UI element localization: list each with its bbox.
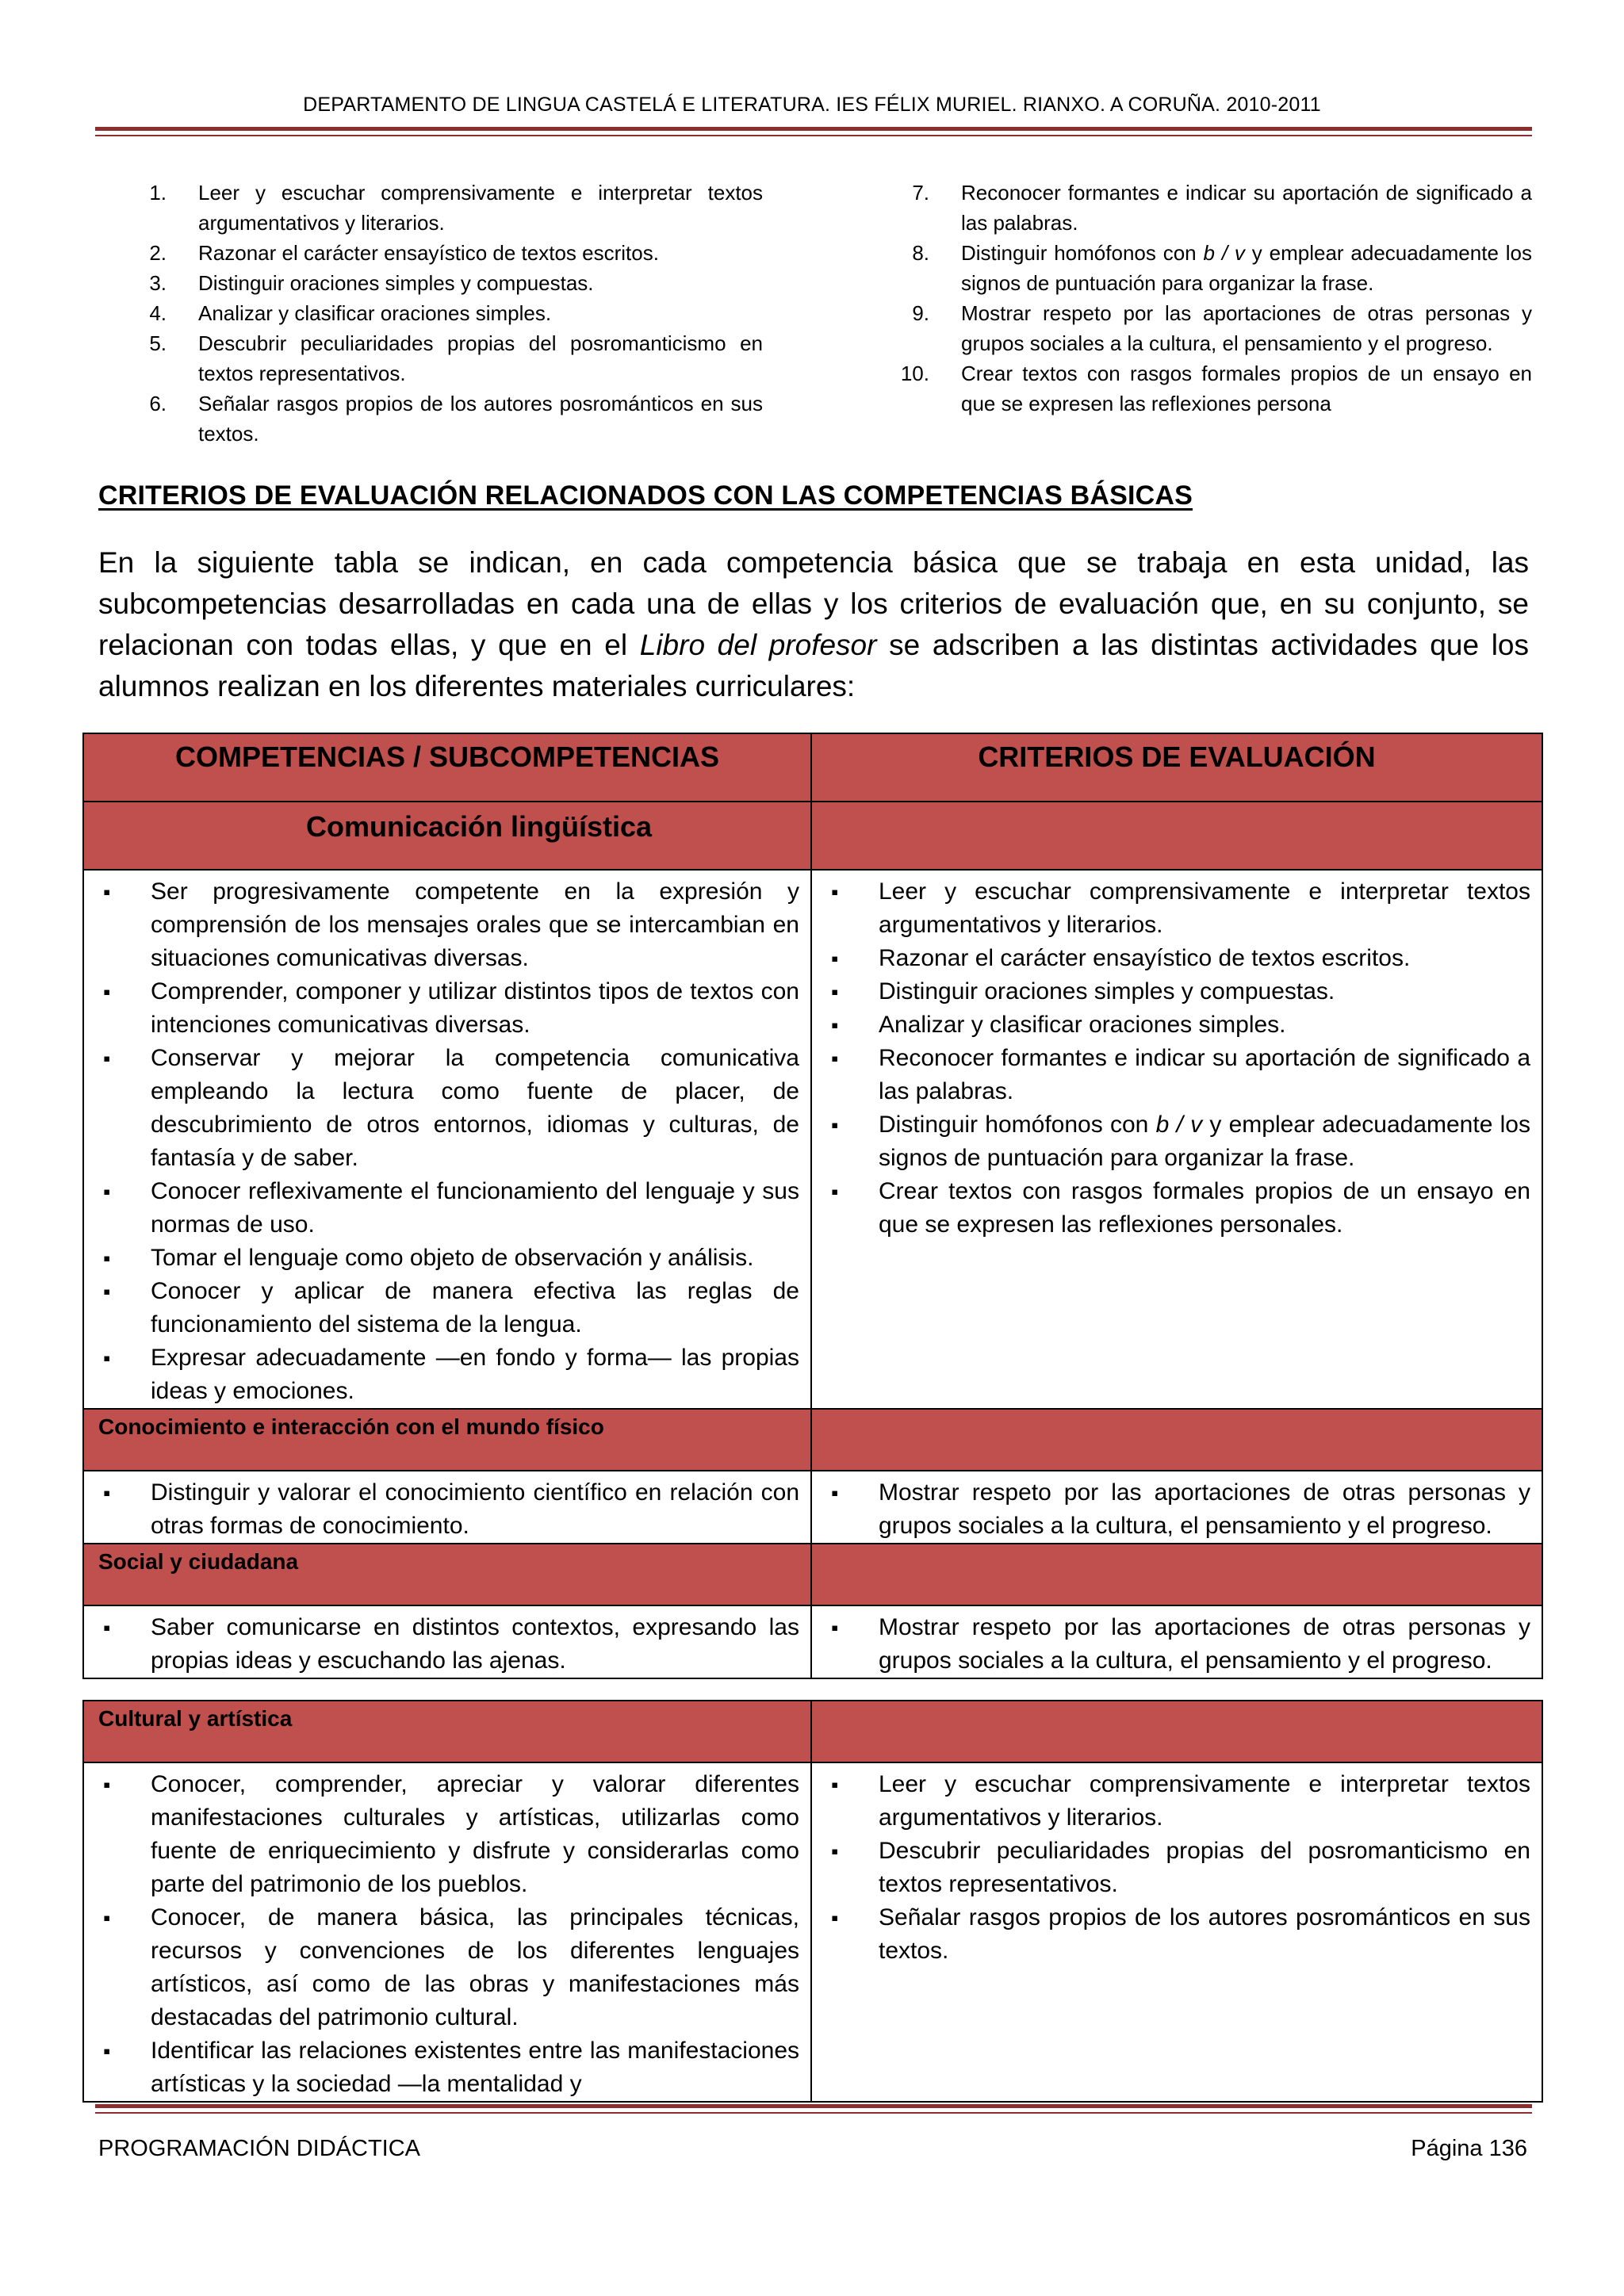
objective-item: 5. Descubrir peculiaridades propias del posromanticismo en textos representativos.	[149, 331, 763, 385]
list-item: ▪ Conocer reflexivamente el funcionamiento del lenguaje y sus normas de uso.	[95, 1175, 799, 1242]
list-item: ▪ Identificar las relaciones existentes entre las manifestaciones artísticas y la sociedad —la mentalidad y	[95, 2034, 799, 2101]
objective-item: 10. Crear textos con rasgos formales propios de un ensayo en que se expresen las reflexiones persona	[900, 362, 1532, 415]
objective-item: 3. Distinguir oraciones simples y compuestas.	[149, 271, 594, 295]
list-item: ▪ Mostrar respeto por las aportaciones de otras personas y grupos sociales a la cultura, el pensamiento y el progreso.	[823, 1476, 1530, 1543]
list-item: ▪ Expresar adecuadamente —en fondo y forma— las propias ideas y emociones.	[95, 1341, 799, 1408]
list-item: ▪ Distinguir homófonos con b / v y emplear adecuadamente los signos de puntuación para organizar la frase.	[823, 1108, 1530, 1175]
table-row	[83, 1701, 1542, 1762]
objectives-right-column	[900, 178, 1533, 479]
objective-item: 7. Reconocer formantes e indicar su aportación de significado a las palabras.	[912, 181, 1532, 235]
subcompetencias-list	[84, 871, 810, 1408]
list-item: ▪ Leer y escuchar comprensivamente e interpretar textos argumentativos y literarios.	[823, 1768, 1530, 1835]
competencia-title: Social y ciudadana	[98, 1549, 299, 1574]
list-item: ▪ Conservar y mejorar la competencia comunicativa empleando la lectura como fuente de placer, de descubrimiento de otros entornos, idiomas y culturas, de fantasía y de saber.	[95, 1042, 799, 1175]
criterios-list	[812, 871, 1542, 1242]
objective-item: 4. Analizar y clasificar oraciones simples.	[149, 301, 552, 325]
criterios-list	[812, 1471, 1542, 1543]
competencias-table-continued	[82, 1700, 1543, 2103]
list-item: ▪ Conocer, de manera básica, las principales técnicas, recursos y convenciones de los diferentes lenguajes artísticos, así como de las obras y manifestaciones más destacadas del patrimonio cultural.	[95, 1901, 799, 2034]
list-item: ▪ Señalar rasgos propios de los autores posrománticos en sus textos.	[823, 1901, 1530, 1968]
intro-paragraph: En la siguiente tabla se indican, en cada competencia básica que se trabaja en esta unidad, las subcompetencias desarrolladas en cada una de ellas y los criterios de evaluación que, en su conjunto, se relacionan con todas ellas, y que en el Libro del profesor se adscriben a las distintas actividades que los alumnos realizan en los diferentes materiales curriculares:	[98, 546, 1529, 702]
competencia-title: Comunicación lingüística	[305, 810, 653, 843]
col2-header: CRITERIOS DE EVALUACIÓN	[978, 740, 1376, 773]
page-number: Página 136	[1411, 2136, 1527, 2161]
list-item: ▪ Mostrar respeto por las aportaciones de otras personas y grupos sociales a la cultura, el pensamiento y el progreso.	[823, 1611, 1530, 1678]
competencia-title: Cultural y artística	[98, 1706, 293, 1731]
footer-rule-thick	[95, 2104, 1532, 2108]
list-item: ▪ Descubrir peculiaridades propias del posromanticismo en textos representativos.	[823, 1835, 1530, 1901]
subcompetencias-list	[84, 1606, 810, 1678]
list-item: ▪ Analizar y clasificar oraciones simples.	[823, 1008, 1530, 1042]
table-header-row	[83, 733, 1542, 802]
subcompetencias-list	[84, 1763, 810, 2101]
table-row	[83, 1762, 1542, 2102]
table-row	[83, 1409, 1542, 1471]
table-row	[83, 870, 1542, 1409]
objectives-left-column	[143, 178, 763, 449]
table-row	[83, 1544, 1542, 1605]
list-item: ▪ Comprender, componer y utilizar distintos tipos de textos con intenciones comunicativas diversas.	[95, 975, 799, 1042]
list-item: ▪ Conocer, comprender, apreciar y valorar diferentes manifestaciones culturales y artísticas, utilizarlas como fuente de enriquecimiento y disfrute y considerarlas como parte del patrimonio de los pueblos.	[95, 1768, 799, 1901]
list-item: ▪ Distinguir oraciones simples y compuestas.	[823, 975, 1530, 1008]
list-item: ▪ Distinguir y valorar el conocimiento científico en relación con otras formas de conocimiento.	[95, 1476, 799, 1543]
objective-item: 9. Mostrar respeto por las aportaciones de otras personas y grupos sociales a la cultura, el pensamiento y el progreso.	[912, 301, 1532, 355]
table-row	[83, 1471, 1542, 1544]
list-item: ▪ Crear textos con rasgos formales propios de un ensayo en que se expresen las reflexiones personales.	[823, 1175, 1530, 1242]
list-item: ▪ Saber comunicarse en distintos contextos, expresando las propias ideas y escuchando las ajenas.	[95, 1611, 799, 1678]
competencias-table	[82, 733, 1543, 1679]
list-item: ▪ Razonar el carácter ensayístico de textos escritos.	[823, 942, 1530, 975]
header-rule-thick	[95, 127, 1532, 131]
page-header: DEPARTAMENTO DE LINGUA CASTELÁ E LITERATURA. IES FÉLIX MURIEL. RIANXO. A CORUÑA. 2010-2011	[303, 94, 1321, 116]
list-item: ▪ Leer y escuchar comprensivamente e interpretar textos argumentativos y literarios.	[823, 875, 1530, 942]
footer-rule-thin	[95, 2112, 1532, 2114]
table-row	[83, 802, 1542, 870]
section-title: CRITERIOS DE EVALUACIÓN RELACIONADOS CON LAS COMPETENCIAS BÁSICAS	[98, 480, 1193, 511]
competencia-title: Conocimiento e interacción con el mundo físico	[98, 1414, 604, 1439]
objective-item: 8. Distinguir homófonos con b / v y emplear adecuadamente los signos de puntuación para organizar la frase.	[912, 241, 1533, 295]
footer-title: PROGRAMACIÓN DIDÁCTICA	[98, 2136, 421, 2161]
list-item: ▪ Ser progresivamente competente en la expresión y comprensión de los mensajes orales que se intercambian en situaciones comunicativas diversas.	[95, 875, 799, 975]
criterios-list	[812, 1763, 1542, 1968]
objective-item: 1. Leer y escuchar comprensivamente e interpretar textos argumentativos y literarios.	[149, 181, 763, 235]
objective-item: 6. Señalar rasgos propios de los autores posrománticos en sus textos.	[149, 392, 763, 446]
objective-item: 2. Razonar el carácter ensayístico de textos escritos.	[149, 241, 659, 265]
list-item: ▪ Tomar el lenguaje como objeto de observación y análisis.	[95, 1242, 799, 1275]
subcompetencias-list	[84, 1471, 810, 1543]
header-rule-thin	[95, 135, 1532, 136]
criterios-list	[812, 1606, 1542, 1678]
table-row	[83, 1605, 1542, 1678]
list-item: ▪ Reconocer formantes e indicar su aportación de significado a las palabras.	[823, 1042, 1530, 1108]
col1-header: COMPETENCIAS / SUBCOMPETENCIAS	[174, 740, 720, 773]
list-item: ▪ Conocer y aplicar de manera efectiva las reglas de funcionamiento del sistema de la lengua.	[95, 1275, 799, 1341]
